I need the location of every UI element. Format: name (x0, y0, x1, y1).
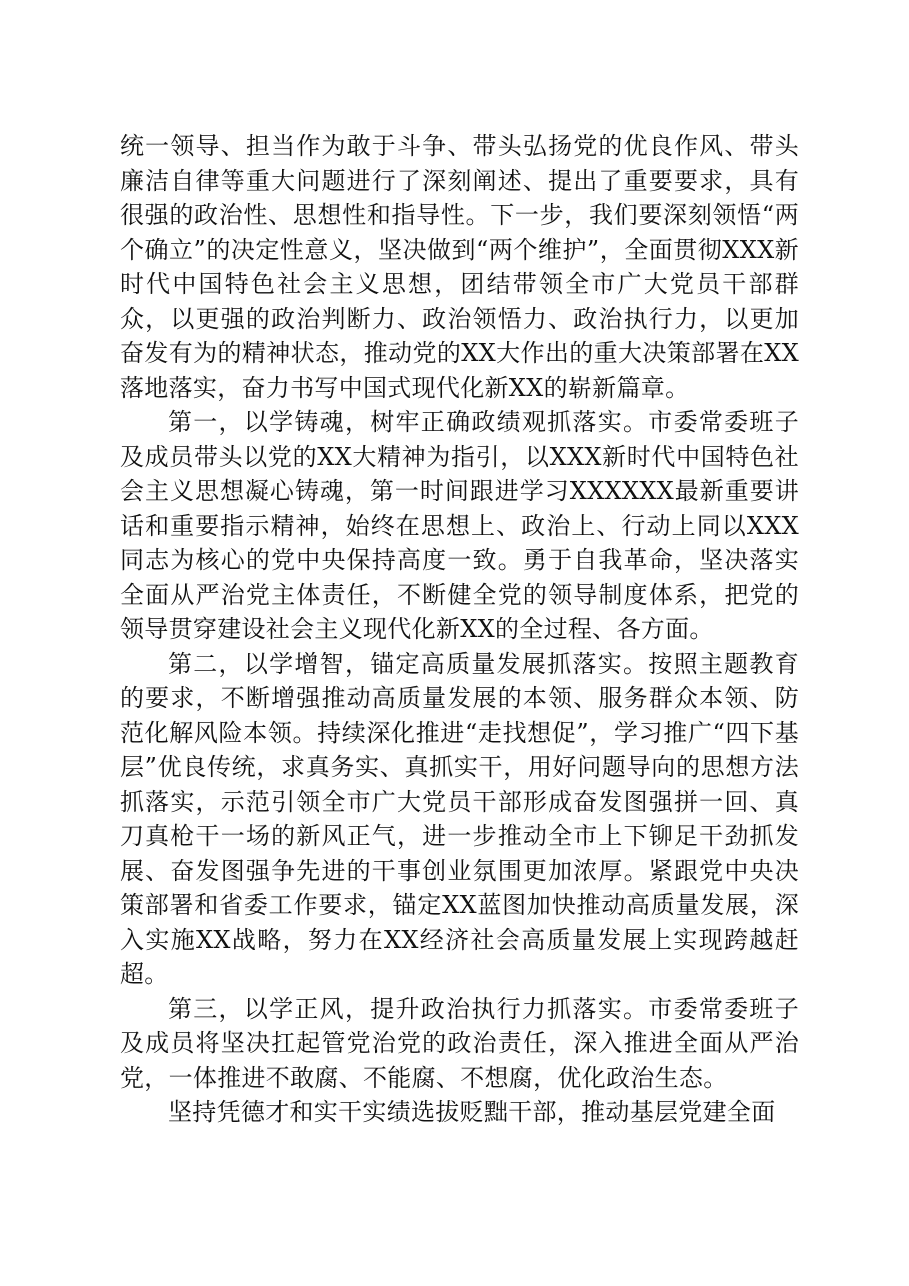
document-body (120, 129, 799, 1130)
paragraph-second-point: 第二，以学增智，锚定高质量发展抓落实。按照主题教育的要求，不断增强推动高质量发展的本领、服务群众本领、防范化解风险本领。持续深化推进“走找想促”，学习推广“四下基层”优良传统，求真务实、真抓实干，用好问题导向的思想方法抓落实，示范引领全市广大党员干部形成奋发图强拼一回、真刀真枪干一场的新风正气，进一步推动全市上下铆足干劲抓发展、奋发图强争先进的干事创业氛围更加浓厚。紧跟党中央决策部署和省委工作要求，锚定XX蓝图加快推动高质量发展，深入实施XX战略，努力在XX经济社会高质量发展上实现跨越赶超。 (120, 649, 799, 988)
paragraph-continuation: 统一领导、担当作为敢于斗争、带头弘扬党的优良作风、带头廉洁自律等重大问题进行了深刻阐述、提出了重要要求，具有很强的政治性、思想性和指导性。下一步，我们要深刻领悟“两个确立”的决定性意义，坚决做到“两个维护”，全面贯彻XXX新时代中国特色社会主义思想，团结带领全市广大党员干部群众，以更强的政治判断力、政治领悟力、政治执行力，以更加奋发有为的精神状态，推动党的XX大作出的重大决策部署在XX落地落实，奋力书写中国式现代化新XX的崭新篇章。 (120, 132, 799, 402)
paragraph-cadre-selection: 坚持凭德才和实干实绩选拔贬黜干部，推动基层党建全面 (168, 1098, 776, 1126)
paragraph-third-point: 第三，以学正风，提升政治执行力抓落实。市委常委班子及成员将坚决扛起管党治党的政治责任，深入推进全面从严治党，一体推进不敢腐、不能腐、不想腐，优化政治生态。 (120, 994, 799, 1092)
paragraph-first-point: 第一，以学铸魂，树牢正确政绩观抓落实。市委常委班子及成员带头以党的XX大精神为指引，以XXX新时代中国特色社会主义思想凝心铸魂，第一时间跟进学习XXXXXX最新重要讲话和重要指示精神，始终在思想上、政治上、行动上同以XXX同志为核心的党中央保持高度一致。勇于自我革命，坚决落实全面从严治党主体责任，不断健全党的领导制度体系，把党的领导贯穿建设社会主义现代化新XX的全过程、各方面。 (120, 408, 799, 643)
